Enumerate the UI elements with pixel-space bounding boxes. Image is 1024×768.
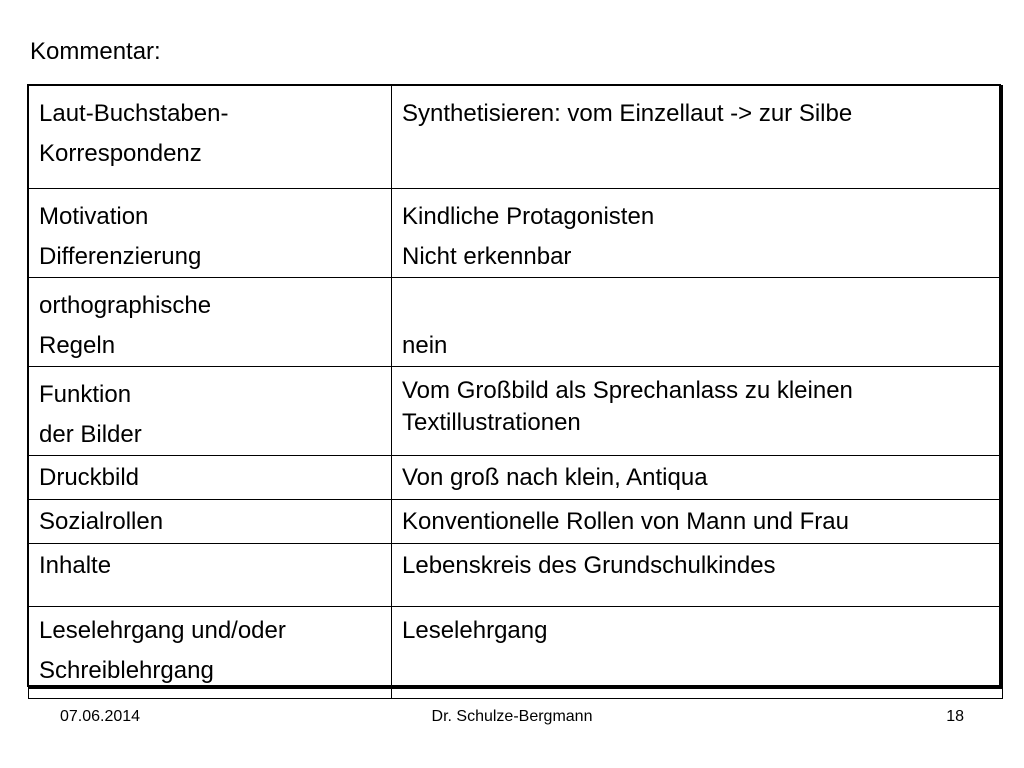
cell-line: Differenzierung <box>39 243 202 270</box>
comment-cell <box>392 367 1003 456</box>
comment-cell <box>392 86 1003 189</box>
cell-line: Korrespondenz <box>39 140 202 167</box>
cell-line: Vom Großbild als Sprechanlass zu kleinen <box>402 377 853 404</box>
cell-line: Leselehrgang und/oder <box>39 617 286 644</box>
table-row <box>29 456 1003 500</box>
comment-cell <box>392 456 1003 500</box>
criterion-cell <box>29 367 392 456</box>
comment-cell <box>392 278 1003 367</box>
comment-cell <box>392 544 1003 607</box>
criterion-cell <box>29 189 392 278</box>
cell-line: orthographische <box>39 292 212 319</box>
criterion-cell <box>29 456 392 500</box>
criterion-cell <box>29 544 392 607</box>
cell-line: Inhalte <box>39 552 112 579</box>
cell-line: Synthetisieren: vom Einzellaut -> zur Silbe <box>402 100 853 127</box>
criterion-cell <box>29 278 392 367</box>
criterion-cell <box>29 607 392 699</box>
cell-line: der Bilder <box>39 421 142 448</box>
comment-table <box>28 85 1003 699</box>
comment-cell <box>392 189 1003 278</box>
cell-line: Von groß nach klein, Antiqua <box>402 464 708 491</box>
table-row <box>29 607 1003 699</box>
footer-page-number: 18 <box>946 708 964 725</box>
criterion-cell <box>29 86 392 189</box>
cell-line <box>402 286 992 326</box>
table-row <box>29 500 1003 544</box>
criterion-cell <box>29 500 392 544</box>
table-row <box>29 189 1003 278</box>
cell-line: Konventionelle Rollen von Mann und Frau <box>402 508 849 535</box>
table-row <box>29 278 1003 367</box>
table-row <box>29 86 1003 189</box>
cell-line: Regeln <box>39 332 116 359</box>
cell-line: Funktion <box>39 381 132 408</box>
table-row <box>29 367 1003 456</box>
cell-line: Druckbild <box>39 464 140 491</box>
cell-line: Nicht erkennbar <box>402 243 572 270</box>
footer-date: 07.06.2014 <box>60 708 141 725</box>
cell-line: Kindliche Protagonisten <box>402 203 655 230</box>
footer-author: Dr. Schulze-Bergmann <box>431 708 593 725</box>
table-row <box>29 544 1003 607</box>
cell-line: nein <box>402 332 448 359</box>
cell-line: Motivation <box>39 203 149 230</box>
cell-line: Lebenskreis des Grundschulkindes <box>402 552 776 579</box>
cell-line: Sozialrollen <box>39 508 164 535</box>
slide-title: Kommentar: <box>30 38 161 65</box>
comment-cell <box>392 607 1003 699</box>
comment-cell <box>392 500 1003 544</box>
cell-line: Leselehrgang <box>402 617 548 644</box>
comment-table-container <box>28 85 1003 689</box>
cell-line: Laut-Buchstaben- <box>39 100 229 127</box>
cell-line: Textillustrationen <box>402 409 581 436</box>
cell-line: Schreiblehrgang <box>39 657 214 684</box>
